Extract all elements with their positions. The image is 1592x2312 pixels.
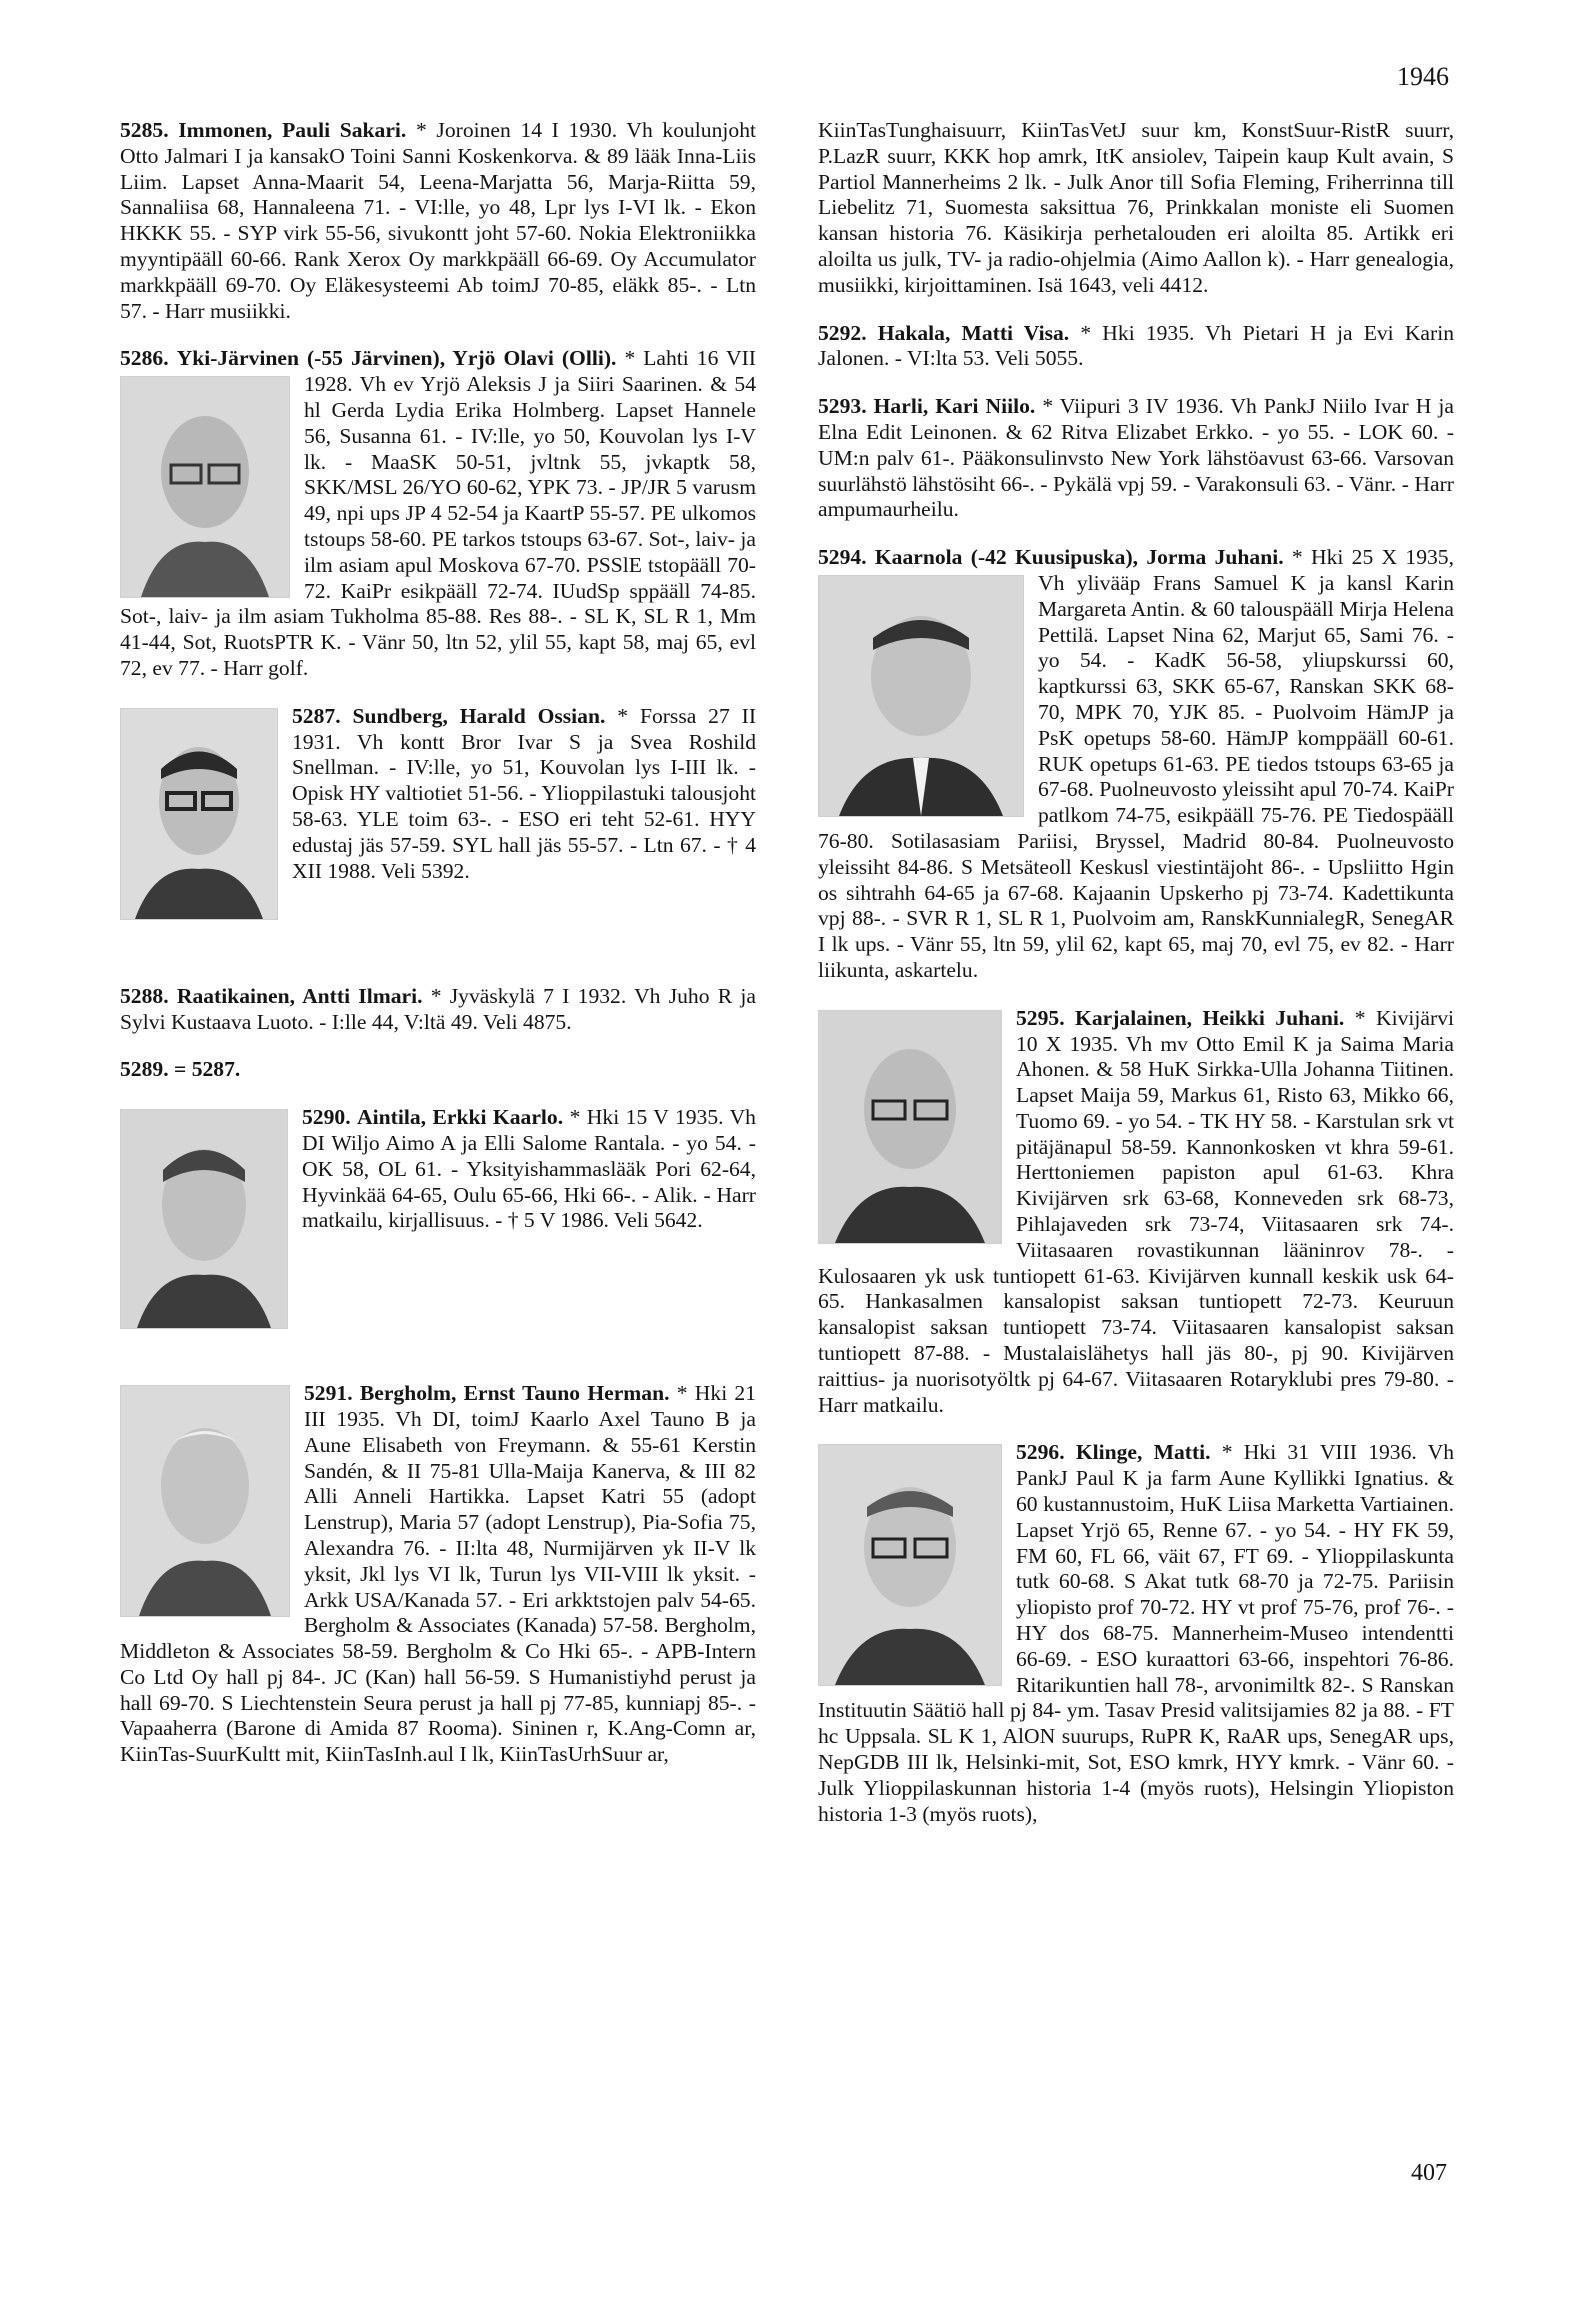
entry-number: 5294. [818,545,867,570]
entry-name: Harli, Kari Niilo. [873,394,1036,419]
entry-number: 5288. [120,983,169,1008]
entry-5290 [120,1105,756,1234]
entry-5293 [818,394,1454,523]
entry-number: 5285. [120,118,169,142]
entry-number: 5290. [302,1105,351,1130]
entry-name: Karjalainen, Heikki Juhani. [1075,1005,1345,1030]
entry-5286 [120,346,756,681]
entry-text: * Jyväskylä 7 I 1932. Vh Juho R ja Sylvi Kustaava Luoto. - I:lle 44, V:ltä 49. Veli 4875. [120,983,756,1034]
entry-5292 [818,321,1454,373]
entry-number: 5293. [818,394,867,419]
entry-text: * Hki 1935. Vh Pietari H ja Evi Karin Jalonen. - VI:lta 53. Veli 5055. [818,320,1454,371]
entry-5296 [818,1440,1454,1827]
left-column [120,118,756,1768]
entry-text: * Lahti 16 VII 1928. Vh ev Yrjö Aleksis J ja Siiri Saarinen. & 54 hl Gerda Lydia Erika Holmberg. Lapset Hannele 56, Susanna 61. - IV:lle, yo 50, Kouvolan lys I-V lk. - MaaSK 50-51, jvltnk 55, jvkaptk 58, SKK/MSL 26/YO 60-62, YPK 73. - JP/JR 5 varusm 49, npi ups JP 4 52-54 ja KaartP 55-57. PE ulkomos tstoups 58-60. PE tarkos tstoups 63-67. Sot-, laiv- ja ilm asiam apul Moskova 67-70. PSSlE tstopääll 70-72. KaiPr esikpääll 72-74. IUudSp sppääll 74-85. Sot-, laiv- ja ilm asiam Tukholma 85-88. Res 88-. - SL K, SL R 1, Mm 41-44, Sot, RuotsPTR K. - Vänr 50, ltn 52, ylil 55, kapt 58, maj 65, evl 72, ev 77. - Harr golf. [120,346,756,680]
entry-5295 [818,1006,1454,1419]
entry-name: Bergholm, Ernst Tauno Herman. [359,1381,670,1406]
page-number-bottom: 407 [1411,2160,1447,2186]
entry-name: Immonen, Pauli Sakari. [178,118,407,142]
portrait-photo [120,1385,290,1617]
entry-name: Raatikainen, Antti Ilmari. [176,983,423,1008]
entry-5287 [120,704,756,885]
portrait-photo [120,376,290,598]
entry-text: * Joroinen 14 I 1930. Vh koulunjoht Otto Jalmari I ja kansakO Toini Sanni Koskenkorva. & 89 lääk Inna-Liis Liim. Lapset Anna-Maarit 54, Leena-Marjatta 56, Marja-Riitta 59, Sannaliisa 68, Hannaleena 71. - VI:lle, yo 48, Lpr lys I-VI lk. - Ekon HKKK 55. - SYP virk 55-56, sivukontt joht 57-60. Nokia Elektroniikka myyntipääll 60-66. Rank Xerox Oy markkpääll 66-69. Oy Accumulator markkpääll 69-70. Oy Eläkesysteemi Ab toimJ 70-85, eläkk 85-. - Ltn 57. - Harr musiikki. [120,118,756,323]
entry-number: 5292. [818,320,867,345]
entry-number: 5295. [1016,1005,1065,1030]
entry-number: 5287. [292,703,341,728]
entry-text: * Hki 15 V 1935. Vh DI Wiljo Aimo A ja Elli Salome Rantala. - yo 54. - OK 58, OL 61. - Yksityishammaslääk Pori 62-64, Hyvinkää 64-65, Oulu 65-66, Hki 66-. - Alik. - Harr matkailu, kirjallisuus. - † 5 V 1986. Veli 5642. [302,1105,756,1233]
entry-text: * Hki 21 III 1935. Vh DI, toimJ Kaarlo Axel Tauno B ja Aune Elisabeth von Freymann. & 55-61 Kerstin Sandén, & II 75-81 Ulla-Maija Kanerva, & III 82 Alli Anneli Hartikka. Lapset Katri 55 (adopt Lenstrup), Maria 57 (adopt Lenstrup), Pia-Sofia 75, Alexandra 76. - II:lta 48, Nurmijärven yk II-V lk yksit, Jkl lys VI lk, Turun lys VII-VIII lk yksit. - Arkk USA/Kanada 57. - Eri arkktstojen palv 54-65. Bergholm & Associates (Kanada) 57-58. Bergholm, Middleton & Associates 58-59. Bergholm & Co Hki 65-. - APB-Intern Co Ltd Oy hall pj 84-. JC (Kan) hall 56-59. S Humanistiyhd perust ja hall 69-70. S Liechtenstein Seura perust ja hall pj 77-85, kunniapj 85-. - Vapaaherra (Barone di Amida 87 Rooma). Sininen r, K.Ang-Comn ar, KiinTas-SuurKultt mit, KiinTasInh.aul I lk, KiinTasUrhSuur ar, [120,1381,757,1767]
entry-name: Aintila, Erkki Kaarlo. [357,1105,564,1130]
entry-text: * Viipuri 3 IV 1936. Vh PankJ Niilo Ivar H ja Elna Edit Leinonen. & 62 Ritva Elizabet Erkko. - yo 55. - LOK 60. - UM:n palv 61-. Pääkonsulinvsto New York lähstöavust 63-66. Varsovan suurlähstö lähstösiht 66-. - Pykälä vpj 59. - Varakonsuli 63. - Vänr. - Harr ampumaurheilu. [818,394,1454,522]
entry-number: 5286. [120,346,169,371]
portrait-photo [818,1444,1002,1686]
entry-name: Klinge, Matti. [1075,1440,1211,1465]
entry-5294 [818,545,1454,984]
entry-text: * Hki 25 X 1935, Vh ylivääp Frans Samuel K ja kansl Karin Margareta Antin. & 60 talouspääll Mirja Helena Pettilä. Lapset Nina 62, Marjut 65, Sami 76. - yo 54. - KadK 56-58, yliupskurssi 60, kaptkurssi 63, SKK 65-67, Ranskan SKK 68-70, MPK 70, YJK 85. - Puolvoim HämJP ja PsK opetups 58-60. HämJP komppääll 60-61. RUK opetups 61-63. PE tiedos tstoups 63-65 ja 67-68. Puolneuvosto yleissiht apul 70-74. KaiPr patlkom 74-75, esikpääll 75-76. PE Tiedospääll 76-80. Sotilasasiam Pariisi, Bryssel, Madrid 80-84. Puolneuvosto yleissiht 84-86. S Metsäteoll Keskusl viestintäjoht 86-. - Upsliitto Hgin os sihtrahh 64-65 ja 67-68. Kajaanin Upskerho pj 73-74. Kadettikunta vpj 88-. - SVR R 1, SL R 1, Puolvoim am, RanskKunnialegR, SenegAR I lk ups. - Vänr 55, ltn 59, ylil 62, kapt 65, maj 70, evl 75, ev 82. - Harr liikunta, askartelu. [818,545,1455,982]
entry-name: = 5287. [174,1057,241,1082]
entry-5291-continued [818,118,1454,299]
portrait-photo [120,1109,288,1329]
portrait-photo [818,575,1024,817]
entry-number: 5289. [120,1057,169,1082]
entry-name: Kaarnola (-42 Kuusipuska), Jorma Juhani. [874,545,1284,570]
entry-text: * Forssa 27 II 1931. Vh kontt Bror Ivar S ja Svea Roshild Snellman. - IV:lle, yo 51, Kouvolan lys I-III lk. - Opisk HY valtiotiet 51-56. - Ylioppilastuki talousjoht 58-63. YLE toim 63-. - ESO eri teht 52-61. HYY edustaj jäs 57-59. SYL hall jäs 55-57. - Ltn 67. - † 4 XII 1988. Veli 5392. [292,703,757,883]
entry-text: KiinTasTunghaisuurr, KiinTasVetJ suur km, KonstSuur-RistR suurr, P.LazR suurr, KKK hop amrk, ItK ansiolev, Taipein kaup Kult avain, S Partiol Mannerheims 2 lk. - Julk Anor till Sofia Fleming, Friherrinna till Liebelitz 71, Suomesta saksittua 76, Prinkkalan moniste eli Suomen kansan historia 76. Käsikirja perhetalouden eri aloilta 85. Artikk eri aloilta us julk, TV- ja radio-ohjelmia (Aimo Aallon k). - Harr genealogia, musiikki, kirjoittaminen. Isä 1643, veli 4412. [818,118,1454,297]
portrait-photo [818,1010,1002,1244]
entry-text: * Kivijärvi 10 X 1935. Vh mv Otto Emil K ja Saima Maria Ahonen. & 58 HuK Sirkka-Ulla Johanna Tiitinen. Lapset Maija 59, Markus 61, Risto 63, Mikko 66, Tuomo 69. - yo 54. - TK HY 58. - Karstulan srk vt pitäjänapul 58-59. Kannonkosken vt khra 59-61. Herttoniemen papiston apul 61-63. Khra Kivijärven srk 63-68, Konneveden srk 68-73, Pihlajaveden srk 73-74, Viitasaaren srk 74-. Viitasaaren rovastikunnan lääninrov 78-. - Kulosaaren yk usk tuntiopett 61-63. Kivijärven kunnall keskik usk 64-65. Hankasalmen kansalopist saksan tuntiopett 72-73. Keuruun kansalopist saksan tuntiopett 73-74. Viitasaaren kansalopist saksan tuntiopett 87-88. - Mustalaislähetys hall jäs 80-, pj 90. Kivijärven raittius- ja nuorisotyöltk pj 64-67. Viitasaaren Rotaryklubi pres 79-80. - Harr matkailu. [818,1005,1454,1417]
entry-number: 5291. [304,1381,353,1406]
right-column [818,118,1454,1827]
entry-name: Sundberg, Harald Ossian. [352,703,606,728]
entry-number: 5296. [1016,1440,1065,1465]
entry-name: Yki-Järvinen (-55 Järvinen), Yrjö Olavi (Olli). [176,346,617,371]
entry-text: * Hki 31 VIII 1936. Vh PankJ Paul K ja farm Aune Kyllikki Ignatius. & 60 kustannustoim, HuK Liisa Marketta Vartiainen. Lapset Yrjö 65, Renne 67. - yo 54. - HY FK 59, FM 60, FL 66, väit 67, FT 69. - Ylioppilaskunta tutk 60-68. S Akat tutk 68-70 ja 72-75. Pariisin yliopisto prof 70-72. HY vt prof 75-76, prof 76-. - HY dos 68-75. Mannerheim-Museo intendentti 66-69. - ESO kuraattori 63-66, inspehtori 76-86. Ritarikuntien hall 78-, arvonimiltk 82-. S Ranskan Instituutin Säätiö hall pj 84- ym. Tasav Presid valitsijamies 82 ja 88. - FT hc Uppsala. SL K 1, AlON suurups, RuPR K, RaAR ups, SenegAR ups, NepGDB III lk, Helsinki-mit, Sot, ESO kmrk, HYY kmrk. - Vänr 60. - Julk Ylioppilaskunnan historia 1-4 (myös ruots), Helsingin Yliopiston historia 1-3 (myös ruots), [818,1440,1454,1826]
page-number-top: 1946 [1397,62,1449,91]
entry-name: Hakala, Matti Visa. [877,320,1070,345]
entry-5289 [120,1057,756,1083]
entry-5288 [120,984,756,1036]
portrait-photo [120,708,278,920]
entry-5291 [120,1381,756,1768]
entry-5285 [120,118,756,324]
